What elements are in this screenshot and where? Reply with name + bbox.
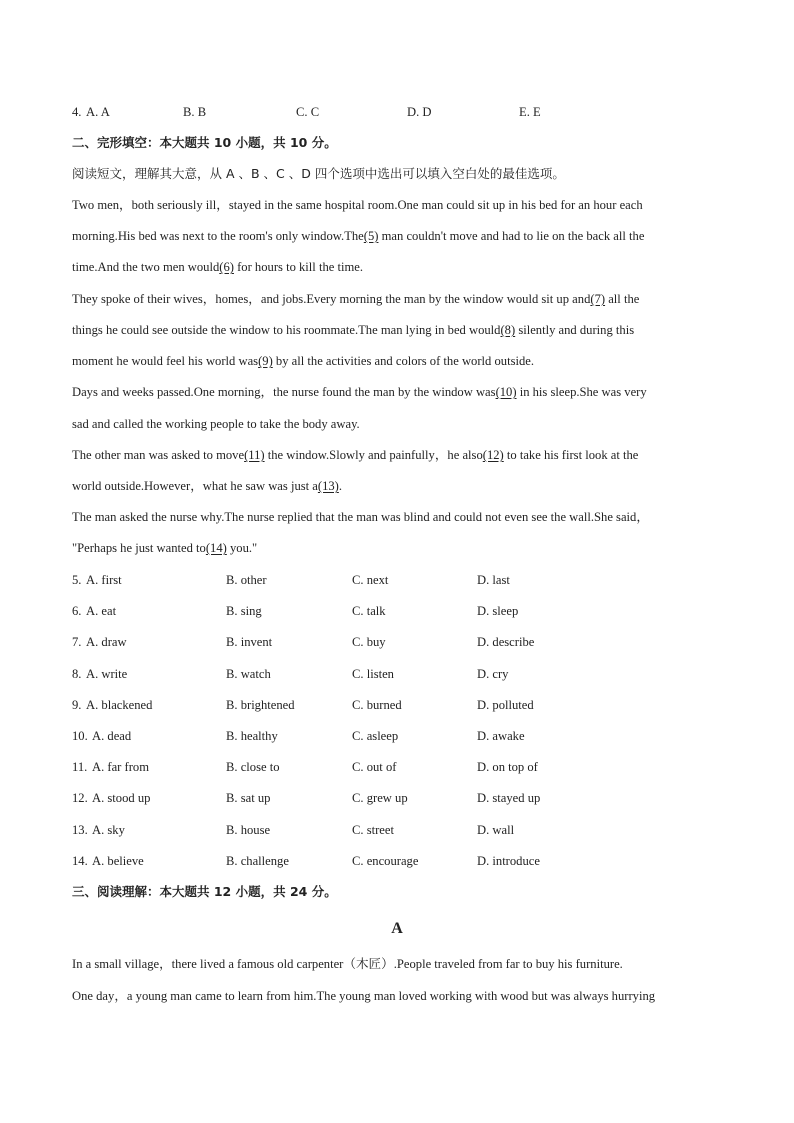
option-c: C. grew up bbox=[352, 791, 408, 805]
passage-line: The other man was asked to move(11) the window.Slowly and painfully，he also(12) to take his first look at the bbox=[72, 448, 639, 462]
question-number: 5. bbox=[72, 573, 82, 587]
option-a: A. blackened bbox=[86, 698, 153, 712]
question-number: 11. bbox=[72, 760, 88, 774]
question-number: 14. bbox=[72, 854, 88, 868]
option-d: D. describe bbox=[477, 635, 535, 649]
section-2-instruction: 阅读短文，理解其大意，从 A 、B 、C 、D 四个选项中选出可以填入空白处的最佳选项。 bbox=[72, 166, 565, 181]
option-b: B. healthy bbox=[226, 729, 278, 743]
option-c: C. next bbox=[352, 573, 389, 587]
blank-12: (12) bbox=[482, 448, 504, 462]
question-number: 8. bbox=[72, 667, 82, 681]
option-c: C. C bbox=[296, 105, 320, 119]
blank-14: (14) bbox=[205, 541, 227, 555]
option-a: A. stood up bbox=[92, 791, 151, 805]
blank-10: (10) bbox=[495, 385, 517, 399]
option-b: B. sat up bbox=[226, 791, 271, 805]
passage-line: moment he would feel his world was(9) by all the activities and colors of the world outside. bbox=[72, 354, 535, 368]
question-number: 12. bbox=[72, 791, 88, 805]
blank-5: (5) bbox=[363, 229, 379, 243]
blank-6: (6) bbox=[219, 260, 234, 274]
option-b: B. close to bbox=[226, 760, 280, 774]
option-a: A. far from bbox=[92, 760, 149, 774]
option-b: B. invent bbox=[226, 635, 273, 649]
option-a: A. dead bbox=[92, 729, 132, 743]
option-b: B. other bbox=[226, 573, 267, 587]
option-b: B. house bbox=[226, 823, 271, 837]
passage-line: The man asked the nurse why.The nurse replied that the man was blind and could not even see the wall.She said， bbox=[72, 510, 649, 524]
blank-9: (9) bbox=[258, 354, 273, 368]
passage-line: In a small village，there lived a famous old carpenter（木匠）.People traveled from far to buy his furniture. bbox=[72, 957, 623, 971]
option-a: A. sky bbox=[92, 823, 125, 837]
option-c: C. out of bbox=[352, 760, 397, 774]
option-b: B. brightened bbox=[226, 698, 295, 712]
option-c: C. talk bbox=[352, 604, 386, 618]
option-a: A. A bbox=[86, 105, 110, 119]
passage-line: Days and weeks passed.One morning，the nurse found the man by the window was(10) in his sleep.She was very bbox=[72, 385, 647, 399]
question-number: 6. bbox=[72, 604, 82, 618]
option-a: A. first bbox=[86, 573, 122, 587]
passage-line: "Perhaps he just wanted to(14) you." bbox=[72, 541, 258, 555]
option-b: B. challenge bbox=[226, 854, 289, 868]
section-3-heading: 三、阅读理解：本大题共 12 小题，共 24 分。 bbox=[72, 884, 337, 899]
passage-line: Two men，both seriously ill，stayed in the same hospital room.One man could sit up in his bed for an hour each bbox=[72, 198, 643, 212]
option-d: D. introduce bbox=[477, 854, 540, 868]
option-c: C. asleep bbox=[352, 729, 399, 743]
passage-line: They spoke of their wives，homes，and jobs.Every morning the man by the window would sit up and(7) all the bbox=[72, 292, 640, 306]
option-c: C. burned bbox=[352, 698, 402, 712]
blank-11: (11) bbox=[244, 448, 265, 462]
option-d: D. sleep bbox=[477, 604, 519, 618]
passage-line: world outside.However，what he saw was just a(13). bbox=[72, 479, 343, 493]
option-a: A. draw bbox=[86, 635, 127, 649]
option-a: A. believe bbox=[92, 854, 144, 868]
option-c: C. street bbox=[352, 823, 394, 837]
passage-title: A bbox=[391, 920, 403, 937]
blank-8: (8) bbox=[500, 323, 516, 337]
option-d: D. on top of bbox=[477, 760, 538, 774]
option-c: C. listen bbox=[352, 667, 394, 681]
option-e: E. E bbox=[519, 105, 541, 119]
passage-line: sad and called the working people to take the body away. bbox=[72, 417, 360, 431]
question-number: 10. bbox=[72, 729, 88, 743]
option-d: D. cry bbox=[477, 667, 509, 681]
option-c: C. encourage bbox=[352, 854, 419, 868]
passage-line: One day，a young man came to learn from him.The young man loved working with wood but was always hurrying bbox=[72, 989, 656, 1003]
option-a: A. eat bbox=[86, 604, 117, 618]
question-number: 13. bbox=[72, 823, 88, 837]
option-a: A. write bbox=[86, 667, 128, 681]
option-b: B. B bbox=[183, 105, 207, 119]
option-d: D. stayed up bbox=[477, 791, 541, 805]
option-d: D. last bbox=[477, 573, 510, 587]
passage-line: time.And the two men would(6) for hours to kill the time. bbox=[72, 260, 364, 274]
option-b: B. watch bbox=[226, 667, 271, 681]
passage-line: things he could see outside the window to his roommate.The man lying in bed would(8) silently and during this bbox=[72, 323, 635, 337]
option-d: D. D bbox=[407, 105, 432, 119]
blank-13: (13) bbox=[317, 479, 339, 493]
blank-7: (7) bbox=[590, 292, 606, 306]
option-d: D. polluted bbox=[477, 698, 534, 712]
option-b: B. sing bbox=[226, 604, 262, 618]
option-d: D. awake bbox=[477, 729, 525, 743]
question-number: 7. bbox=[72, 635, 82, 649]
option-d: D. wall bbox=[477, 823, 515, 837]
passage-line: morning.His bed was next to the room's only window.The(5) man couldn't move and had to lie on the back all the bbox=[72, 229, 645, 243]
question-number: 9. bbox=[72, 698, 82, 712]
option-c: C. buy bbox=[352, 635, 386, 649]
section-2-heading: 二、完形填空：本大题共 10 小题，共 10 分。 bbox=[72, 135, 337, 150]
question-number: 4. bbox=[72, 105, 82, 119]
